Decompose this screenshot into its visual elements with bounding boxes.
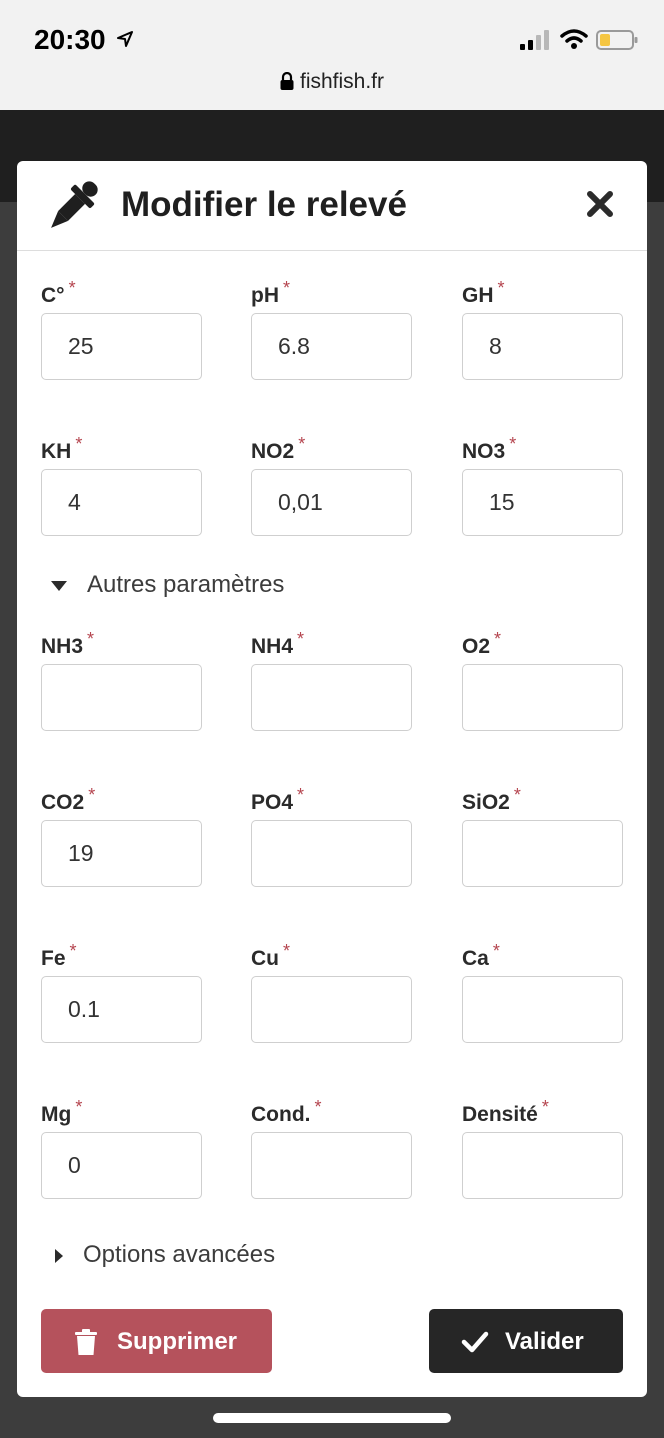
required-mark: * bbox=[297, 629, 305, 649]
required-mark: * bbox=[541, 1097, 549, 1117]
conductivity-input[interactable] bbox=[251, 1132, 412, 1199]
required-mark: * bbox=[68, 278, 76, 298]
caret-right-icon bbox=[55, 1249, 63, 1263]
field-label: NO2 bbox=[251, 440, 295, 463]
lock-icon bbox=[280, 72, 294, 90]
delete-button[interactable] bbox=[41, 1309, 272, 1373]
co2-input[interactable]: 19 bbox=[41, 820, 202, 887]
field-label: GH bbox=[462, 284, 494, 307]
required-mark: * bbox=[509, 434, 517, 454]
po4-input[interactable] bbox=[251, 820, 412, 887]
modal-header bbox=[17, 161, 647, 251]
field-label: pH bbox=[251, 284, 279, 307]
status-bar bbox=[0, 0, 664, 110]
density-input[interactable] bbox=[462, 1132, 623, 1199]
field-label: O2 bbox=[462, 635, 491, 658]
o2-input[interactable] bbox=[462, 664, 623, 731]
field-label: CO2 bbox=[41, 791, 85, 814]
delete-button-label: Supprimer bbox=[117, 1328, 238, 1355]
nh4-input[interactable] bbox=[251, 664, 412, 731]
required-mark: * bbox=[69, 941, 77, 961]
required-mark: * bbox=[283, 278, 291, 298]
required-mark: * bbox=[283, 941, 291, 961]
no2-input[interactable]: 0,01 bbox=[251, 469, 412, 536]
required-mark: * bbox=[298, 434, 306, 454]
required-mark: * bbox=[87, 629, 95, 649]
field-label: Cu bbox=[251, 947, 279, 970]
home-indicator[interactable] bbox=[213, 1413, 451, 1423]
validate-button-label: Valider bbox=[505, 1328, 584, 1355]
required-mark: * bbox=[75, 434, 83, 454]
other-params-label: Autres paramètres bbox=[87, 571, 285, 598]
address-bar[interactable] bbox=[0, 70, 664, 94]
required-mark: * bbox=[497, 278, 505, 298]
required-mark: * bbox=[297, 785, 305, 805]
kh-input[interactable]: 4 bbox=[41, 469, 202, 536]
url-text: fishfish.fr bbox=[299, 70, 385, 93]
field-label: Mg bbox=[41, 1103, 72, 1126]
other-params-toggle[interactable] bbox=[51, 571, 284, 599]
close-icon[interactable] bbox=[585, 189, 615, 219]
field-label: KH bbox=[41, 440, 72, 463]
trash-icon bbox=[75, 1329, 97, 1355]
required-mark: * bbox=[494, 629, 502, 649]
required-mark: * bbox=[88, 785, 96, 805]
field-label: PO4 bbox=[251, 791, 294, 814]
no3-input[interactable]: 15 bbox=[462, 469, 623, 536]
gh-input[interactable]: 8 bbox=[462, 313, 623, 380]
cu-input[interactable] bbox=[251, 976, 412, 1043]
modal-title: Modifier le relevé bbox=[121, 185, 407, 224]
ca-input[interactable] bbox=[462, 976, 623, 1043]
field-label: Densité bbox=[462, 1103, 538, 1126]
field-label: SiO2 bbox=[462, 791, 510, 814]
eyedropper-icon bbox=[45, 179, 101, 233]
check-icon bbox=[461, 1331, 489, 1353]
field-label: NO3 bbox=[462, 440, 506, 463]
field-label: C° bbox=[41, 284, 65, 307]
edit-reading-modal bbox=[17, 161, 647, 1397]
field-label: Cond. bbox=[251, 1103, 311, 1126]
nh3-input[interactable] bbox=[41, 664, 202, 731]
required-mark: * bbox=[492, 941, 500, 961]
ph-input[interactable]: 6.8 bbox=[251, 313, 412, 380]
field-label: Ca bbox=[462, 947, 489, 970]
cell-signal-icon bbox=[520, 30, 552, 50]
validate-button[interactable] bbox=[429, 1309, 623, 1373]
required-mark: * bbox=[75, 1097, 83, 1117]
field-label: NH3 bbox=[41, 635, 84, 658]
required-mark: * bbox=[314, 1097, 322, 1117]
fe-input[interactable]: 0.1 bbox=[41, 976, 202, 1043]
clock: 20:30 bbox=[34, 24, 106, 55]
advanced-options-toggle[interactable] bbox=[51, 1241, 275, 1269]
field-label: NH4 bbox=[251, 635, 294, 658]
advanced-options-label: Options avancées bbox=[83, 1241, 276, 1268]
caret-down-icon bbox=[51, 581, 67, 591]
required-mark: * bbox=[513, 785, 521, 805]
temperature-input[interactable]: 25 bbox=[41, 313, 202, 380]
sio2-input[interactable] bbox=[462, 820, 623, 887]
mg-input[interactable]: 0 bbox=[41, 1132, 202, 1199]
field-label: Fe bbox=[41, 947, 66, 970]
location-arrow-icon bbox=[116, 30, 134, 48]
wifi-icon bbox=[560, 28, 588, 50]
battery-icon bbox=[596, 30, 638, 50]
